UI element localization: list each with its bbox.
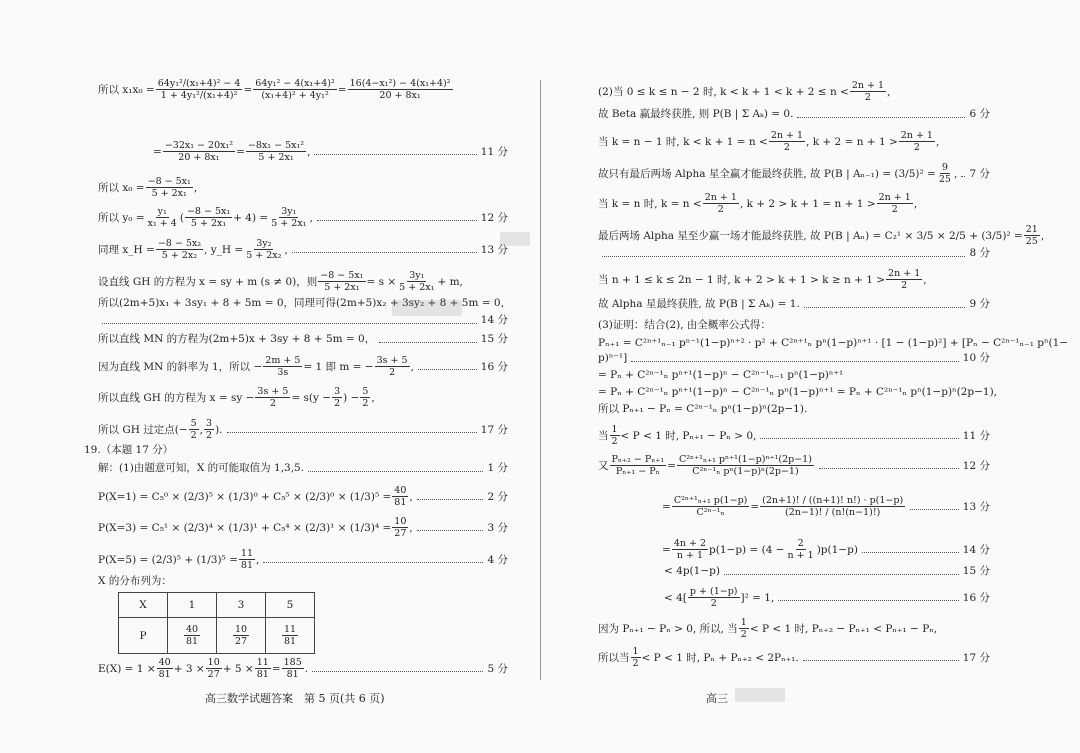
right-line-17: = $\frac{4n + 2}{n + 1}$ p(1−p) = (4 − $\frac{2}{n + 1}$ )p(1−p) 14 分 [662,538,990,561]
column-divider [540,80,541,680]
left-line-5: 同理 x_H = $\frac{\text{−8 − 5x₂}}{\text{5 + 2x₂}}$ , y_H = $\frac{\text{3y₂}}{\text{5 + 2x₂}}$ , 13 分 [98,238,508,261]
right-line-10b: p)ⁿ⁻¹] 10 分 [598,352,990,364]
right-line-18: < 4p(1−p) 15 分 [664,565,990,577]
right-line-3: 当 k = n − 1 时, k < k + 1 = n < 2n + 1 2 , k + 2 = n + 1 > 2n + 1 2 , [598,130,940,153]
right-line-14: 当 1 2 < P < 1 时, Pₙ₊₁ − Pₙ > 0, 11 分 [598,424,990,447]
table-header-1: 1 [168,593,217,618]
table-cell: $\frac{10}{27}$ [217,618,266,654]
right-line-10: Pₙ₊₁ = C²ⁿ⁺¹ₙ₋₁ pⁿ⁻¹(1−p)ⁿ⁺² · p² + C²ⁿ⁺¹ₙ pⁿ(1−p)ⁿ⁺¹ · [1 − (1−p)²] + [Pₙ − C²ⁿ⁻¹ₙ₋₁ pⁿ(1− [598,337,1069,349]
left-line-8: 所以直线 MN 的方程为(2m+5)x + 3sy + 8 + 5m = 0， 15 分 [98,333,508,345]
left-line-16: X 的分布列为： [98,575,172,587]
left-line-12: 解：(1)由题意可知，X 的可能取值为 1,3,5. 1 分 [98,462,508,474]
right-column [598,0,1069,753]
right-line-11: = Pₙ + C²ⁿ⁻¹ₙ pⁿ⁺¹(1−p)ⁿ − C²ⁿ⁻¹ₙ₋₁ pⁿ(1−p)ⁿ⁺¹ [598,369,844,381]
right-line-19: < 4[ p + (1−p) 2 ]² = 1, 16 分 [664,586,990,609]
left-line-10: 所以直线 GH 的方程为 x = sy − $\frac{3s + 5}{2}$ = s(y − $\frac{3}{2}$ ) − $\frac{5}{2}$ , [98,386,375,409]
left-line-2: = $\frac{\text{−32x₁ − 20x₁²}}{\text{20 + 8x₁}}$ = $\frac{\text{−8x₁ − 5x₁²}}{\text{5 + 2x₁}}$ , 11 分 [153,140,508,163]
right-line-2: 故 Beta 赢最终获胜, 则 P(B | Σ Aₖ) = 0. 6 分 [598,108,990,120]
right-line-9: (3)证明：结合(2), 由全概率公式得： [598,319,771,331]
left-line-14: P(X=3) = C₅¹ × (2/3)⁴ × (1/3)¹ + C₅⁴ × (2/3)¹ × (1/3)⁴ = $\frac{10}{27}$ , 3 分 [98,516,508,539]
scan-smudge [500,232,530,246]
right-line-4: 故只有最后两场 Alpha 星全赢才能最终获胜, 故 P(B | Aₙ₋₁) = (3/5)² = $\frac{9}{25}$ , 7 分 [598,162,990,185]
left-line-7b: 14 分 [98,313,508,327]
page-footer-right: 高三 [706,692,728,705]
right-line-20: 因为 Pₙ₊₁ − Pₙ > 0, 所以, 当 1 2 < P < 1 时, Pₙ₊₂ − Pₙ₊₁ < Pₙ₊₁ − Pₙ, [598,617,938,640]
table-cell: $\frac{11}{81}$ [266,618,315,654]
distribution-table [118,592,315,654]
scan-smudge [735,688,785,702]
left-line-15: P(X=5) = (2/3)⁵ + (1/3)⁵ = $\frac{11}{81}$ , 4 分 [98,548,508,571]
left-line-7: 所以(2m+5)x₁ + 3sy₁ + 8 + 5m = 0，同理可得(2m+5)x₂ + 3sy₂ + 8 + 5m = 0， [98,297,512,309]
right-line-8: 故 Alpha 星最终获胜, 故 P(B | Σ Aₖ) = 1. 9 分 [598,298,990,310]
fraction: $\frac{\text{64y₁²/(x₁+4)² − 4}}{\text{1 + 4y₁²/(x₁+4)²}}$ [157,78,241,101]
right-line-13: 所以 Pₙ₊₁ − Pₙ = C²ⁿ⁻¹ₙ pⁿ(1−p)ⁿ(2p−1). [598,403,808,415]
right-line-16: = $\frac{\text{C²ⁿ⁺¹ₙ₊₁ p(1−p)}}{\text{C²ⁿ⁻¹ₙ}}$ = $\frac{(2n+1)! / ((n+1)! n!) \cdot p(1-p)}{(2n-1)! / (n!(n-1)!)}$ 13 分 [662,495,990,518]
table-header-5: 5 [266,593,315,618]
table-header-3: 3 [217,593,266,618]
left-line-11: 所以 GH 过定点(− $\frac{5}{2}$ , 3 2 ). 17 分 [98,418,508,441]
right-line-15: 又 $\frac{\text{Pₙ₊₂ − Pₙ₊₁}}{\text{Pₙ₊₁ − Pₙ}}$ = $\frac{\text{C²ⁿ⁺¹ₙ₊₁ pⁿ⁺¹(1−p)ⁿ⁺¹(2p−1)}}{\text{C²ⁿ⁻¹ₙ pⁿ(1−p)ⁿ(2p−1)}}$ 12 分 [598,454,990,477]
right-line-6: 最后两场 Alpha 星至少赢一场才能最终获胜, 故 P(B | Aₙ) = C₂¹ × 3/5 × 2/5 + (3/5)² = $\frac{21}{25}$ , [598,224,1045,247]
question-19-heading: 19.（本题 17 分） [84,444,174,456]
table-header-x: X [119,593,168,618]
score-mark: 11 分 [480,145,508,158]
left-line-6: 设直线 GH 的方程为 x = sy + m (s ≠ 0)，则 $\frac{\text{−8 − 5x₁}}{\text{5 + 2x₁}}$ = s × $\frac{\text{3y₁}}{\text{5 + 2x₁}}$ + m, [98,270,463,293]
left-line-13: P(X=1) = C₅⁰ × (2/3)⁵ × (1/3)⁰ + C₅⁵ × (2/3)⁰ × (1/3)⁵ = $\frac{40}{81}$ , 2 分 [98,485,508,508]
left-line-1: 所以 x₁x₀ = $\frac{\text{64y₁²/(x₁+4)² − 4}}{\text{1 + 4y₁²/(x₁+4)²}}$ = $\frac{\text{64y₁² − 4(x₁+4)²}}{\text{(x₁+4)² + 4y₁²}}$ = $\frac{\text{16(4−x₁²) − 4(x₁+4)²}}{\text{20 + 8x₁}}$ [98,78,451,101]
table-cell: $\frac{40}{81}$ [168,618,217,654]
page-footer-left: 高三数学试题答案 第 5 页(共 6 页) [205,692,385,705]
right-line-21: 所以当 1 2 < P < 1 时, Pₙ + Pₙ₊₂ < 2Pₙ₊₁. 17 分 [598,646,990,669]
left-line-4: 所以 y₀ = $\frac{\text{y₁}}{\text{x₁ + 4}}$ ( −8 − 5x₁ 5 + 2x₁ + 4) = $\frac{\text{3y₁}}{\text{5 + 2x₁}}$ , 12 分 [98,206,508,229]
table-row-label-p: P [119,618,168,654]
left-line-3: 所以 x₀ = $\frac{\text{−8 − 5x₁}}{\text{5 + 2x₁}}$ , [98,176,198,199]
scan-smudge [392,300,462,316]
right-line-12: = Pₙ + C²ⁿ⁻¹ₙ pⁿ⁺¹(1−p)ⁿ − C²ⁿ⁻¹ₙ pⁿ(1−p)ⁿ⁺¹ = Pₙ + C²ⁿ⁻¹ₙ pⁿ(1−p)ⁿ(2p−1), [598,386,998,398]
left-line-17: E(X) = 1 × $\frac{40}{81}$ + 3 × $\frac{10}{27}$ + 5 × $\frac{11}{81}$ = $\frac{185}{81}$ . 5 分 [98,657,508,680]
right-line-6b: 8 分 [598,246,990,260]
right-line-1: (2)当 0 ≤ k ≤ n − 2 时, k < k + 1 < k + 2 ≤ n < 2n + 1 2 , [598,80,891,103]
right-line-7: 当 n + 1 ≤ k ≤ 2n − 1 时, k + 2 > k + 1 > k ≥ n + 1 > 2n + 1 2 , [598,268,927,291]
right-line-5: 当 k = n 时, k = n < 2n + 1 2 , k + 2 > k + 1 = n + 1 > 2n + 1 2 , [598,192,918,215]
left-line-9: 因为直线 MN 的斜率为 1，所以 − $\frac{2m + 5}{3s}$ = 1 即 m = − $\frac{3s + 5}{2}$ , 16 分 [98,355,508,378]
